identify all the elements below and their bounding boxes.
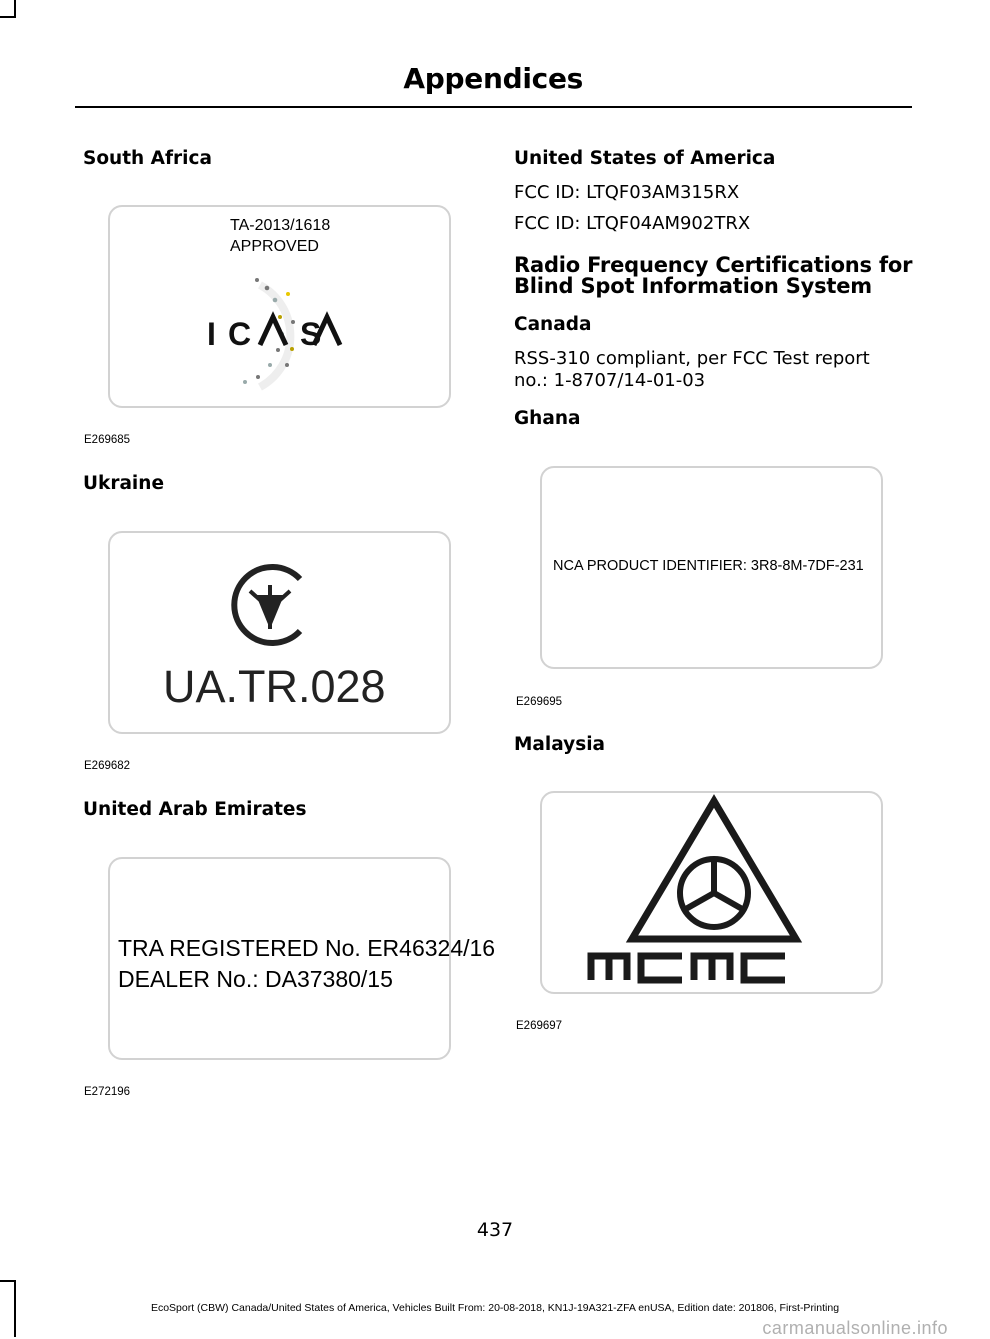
section-title-line1: Radio Frequency Certifications for — [514, 253, 913, 277]
heading-uae: United Arab Emirates — [83, 799, 307, 820]
heading-malaysia: Malaysia — [514, 734, 606, 755]
heading-ukraine: Ukraine — [83, 473, 164, 494]
ukraine-mark-text: UA.TR.028 — [163, 661, 386, 712]
uae-line2: DEALER No.: DA37380/15 — [118, 966, 393, 992]
header-divider — [75, 106, 912, 108]
figure-code: E272196 — [84, 1086, 131, 1098]
crop-mark — [0, 16, 16, 18]
figure-icasa — [108, 205, 451, 408]
ghana-identifier: NCA PRODUCT IDENTIFIER: 3R8-8M-7DF-231 — [553, 558, 864, 574]
watermark: carmanualsonline.info — [762, 1318, 948, 1338]
page-title: Appendices — [403, 62, 583, 95]
uae-line1: TRA REGISTERED No. ER46324/16 — [118, 935, 496, 961]
fcc-id-2: FCC ID: LTQF04AM902TRX — [514, 213, 751, 234]
svg-text:I: I — [207, 316, 216, 352]
figure-code: E269685 — [84, 434, 131, 446]
figure-code: E269695 — [516, 696, 563, 708]
page-number: 437 — [476, 1219, 514, 1241]
heading-ghana: Ghana — [514, 408, 581, 429]
figure-ukraine-mark — [108, 531, 451, 734]
footer-edition-info: EcoSport (CBW) Canada/United States of America, Vehicles Built From: 20-08-2018, KN1J-19A321-ZFA enUSA, Edition date: 201806, First-Printing — [150, 1302, 840, 1314]
mcmc-logo — [542, 793, 885, 996]
svg-text:C: C — [228, 316, 252, 352]
fcc-id-1: FCC ID: LTQF03AM315RX — [514, 182, 740, 203]
figure-uae — [108, 857, 496, 1060]
heading-canada: Canada — [514, 314, 592, 335]
figure-ghana — [540, 466, 883, 669]
figure-malaysia — [540, 791, 883, 994]
figure-code: E269682 — [84, 760, 131, 772]
canada-text-line1: RSS-310 compliant, per FCC Test report — [514, 348, 870, 369]
icasa-logo — [110, 207, 453, 410]
heading-usa: United States of America — [514, 148, 776, 169]
svg-text:S: S — [300, 316, 322, 352]
canada-text-line2: no.: 1-8707/14-01-03 — [514, 370, 706, 391]
figure-code: E269697 — [516, 1020, 563, 1032]
icasa-line1: TA-2013/1618 — [230, 217, 331, 234]
crop-mark — [0, 1280, 16, 1282]
heading-south-africa: South Africa — [83, 148, 212, 169]
section-title-line2: Blind Spot Information System — [514, 274, 872, 298]
icasa-line2: APPROVED — [230, 238, 319, 255]
